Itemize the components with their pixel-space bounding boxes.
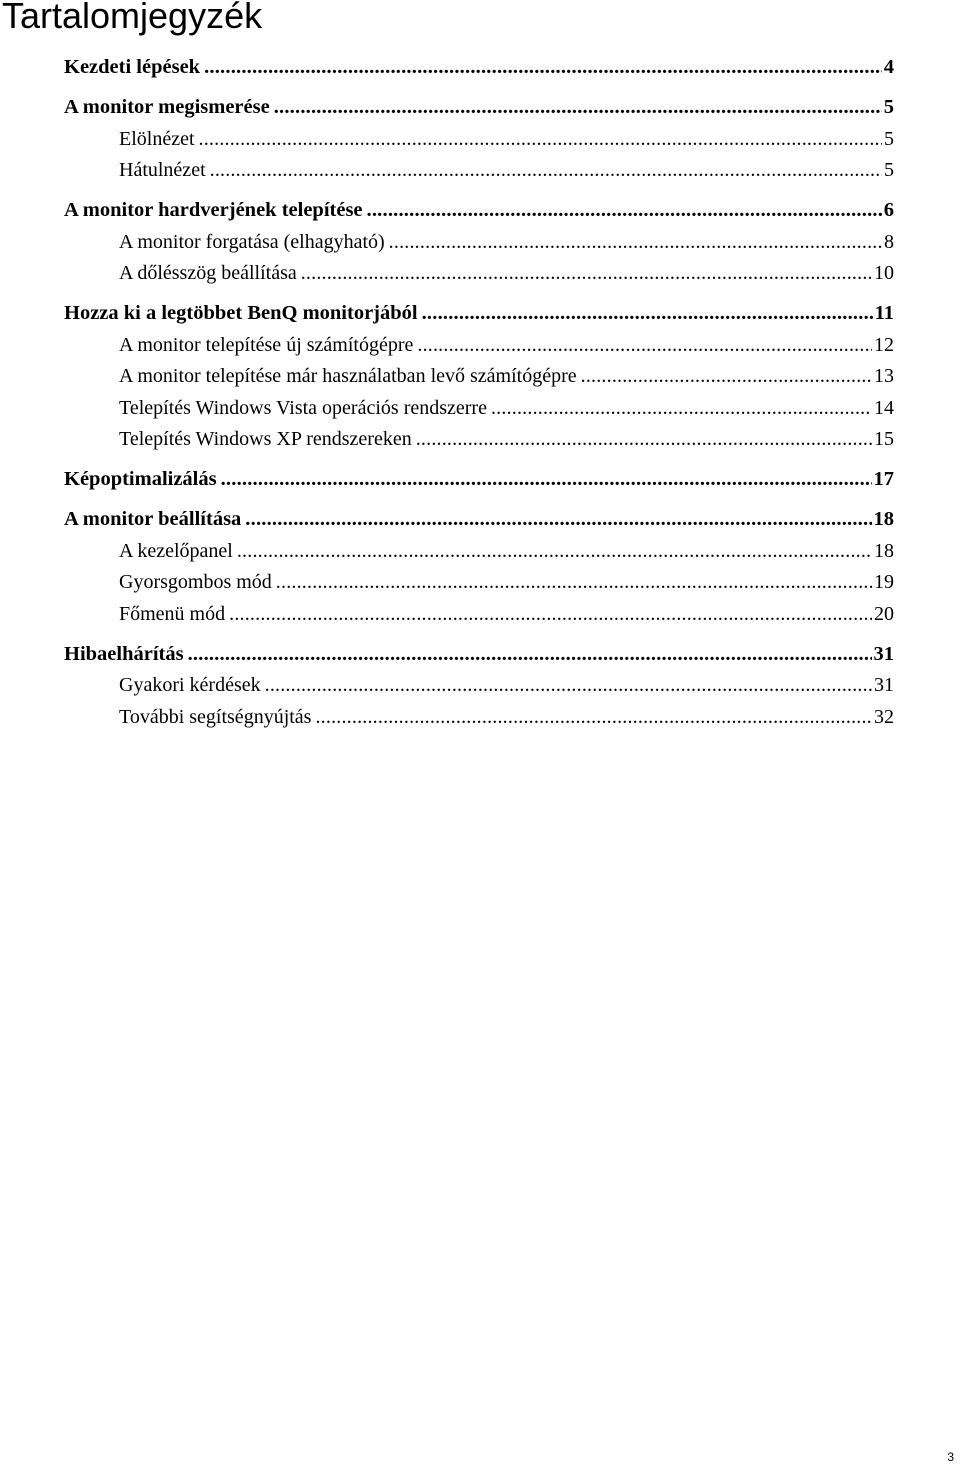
toc-dot-leader [581,361,872,393]
toc-entry-page: 5 [884,127,894,150]
toc-entry-page: 19 [874,571,894,593]
toc-entry[interactable] [64,702,894,734]
toc-dot-leader [199,124,882,156]
toc-entry-title: Kezdeti lépések [64,56,201,78]
toc-entry-page: 4 [883,56,894,78]
toc-entry[interactable] [64,330,894,362]
toc-entry-page: 17 [873,468,894,490]
toc-entry-page: 11 [874,302,894,324]
toc-entry-title: A dőlésszög beállítása [119,262,297,284]
toc-dot-leader [416,424,872,456]
toc-entry[interactable] [64,361,894,393]
toc-dot-leader [265,670,872,702]
toc-entry-title: Gyorsgombos mód [119,571,272,593]
toc-entry[interactable] [64,258,894,290]
toc-entry-page: 8 [884,230,894,253]
toc-entry-page: 5 [884,159,894,181]
toc-entry[interactable] [64,195,894,227]
toc-entry-page: 32 [874,705,894,728]
toc-dot-leader [188,639,872,671]
toc-entry-title: A monitor telepítése új számítógépre [119,333,414,356]
toc-entry-page: 31 [874,674,894,696]
toc-entry-page: 31 [873,642,894,665]
page-title: Tartalomjegyzék [2,0,263,36]
toc-dot-leader [274,92,882,124]
toc-entry[interactable] [64,424,894,456]
toc-dot-leader [367,195,882,227]
toc-entry[interactable] [64,536,894,568]
toc-entry[interactable] [64,155,894,187]
toc-entry[interactable] [64,599,894,631]
toc-entry-title: A monitor beállítása [64,508,242,530]
toc-entry-title: A monitor megismerése [64,96,270,118]
toc-dot-leader [422,298,873,330]
toc-entry-page: 20 [874,602,894,625]
table-of-contents [64,52,894,733]
toc-entry-title: Hibaelhárítás [64,642,184,665]
toc-entry-page: 5 [883,96,894,118]
toc-entry-title: Elölnézet [119,127,195,150]
toc-entry-title: A monitor telepítése már használatban levő számítógépre [119,365,577,387]
toc-dot-leader [417,330,872,362]
toc-dot-leader [276,567,872,599]
toc-entry-title: A kezelőpanel [119,539,233,562]
toc-dot-leader [204,52,882,84]
toc-entry-page: 10 [874,262,894,284]
toc-dot-leader [315,702,872,734]
toc-entry[interactable] [64,670,894,702]
toc-dot-leader [389,227,882,259]
toc-entry-page: 6 [883,199,894,221]
toc-entry[interactable] [64,227,894,259]
toc-entry-page: 12 [874,333,894,356]
toc-entry[interactable] [64,639,894,671]
toc-dot-leader [210,155,882,187]
toc-entry-page: 18 [874,539,894,562]
toc-entry[interactable] [64,504,894,536]
toc-entry-page: 13 [874,365,894,387]
toc-entry-title: Képoptimalizálás [64,468,217,490]
toc-dot-leader [221,464,872,496]
toc-entry-page: 15 [874,428,894,450]
toc-dot-leader [237,536,872,568]
toc-entry-page: 14 [874,396,894,419]
toc-entry[interactable] [64,52,894,84]
toc-entry-title: Hátulnézet [119,159,206,181]
toc-dot-leader [301,258,872,290]
toc-dot-leader [245,504,871,536]
toc-entry-title: A monitor forgatása (elhagyható) [119,230,385,253]
toc-entry[interactable] [64,298,894,330]
toc-entry[interactable] [64,393,894,425]
toc-entry-title: Gyakori kérdések [119,674,261,696]
toc-entry-title: Telepítés Windows Vista operációs rendszerre [119,396,487,419]
toc-entry[interactable] [64,567,894,599]
toc-entry-title: Hozza ki a legtöbbet BenQ monitorjából [64,302,418,324]
page-number: 3 [947,1450,954,1464]
toc-entry-title: További segítségnyújtás [119,705,312,728]
toc-entry[interactable] [64,92,894,124]
toc-entry-title: Telepítés Windows XP rendszereken [119,428,412,450]
toc-dot-leader [229,599,872,631]
toc-dot-leader [491,393,872,425]
toc-entry[interactable] [64,464,894,496]
toc-entry-title: Főmenü mód [119,602,226,625]
toc-entry-title: A monitor hardverjének telepítése [64,199,363,221]
toc-entry[interactable] [64,124,894,156]
toc-entry-page: 18 [873,508,894,530]
